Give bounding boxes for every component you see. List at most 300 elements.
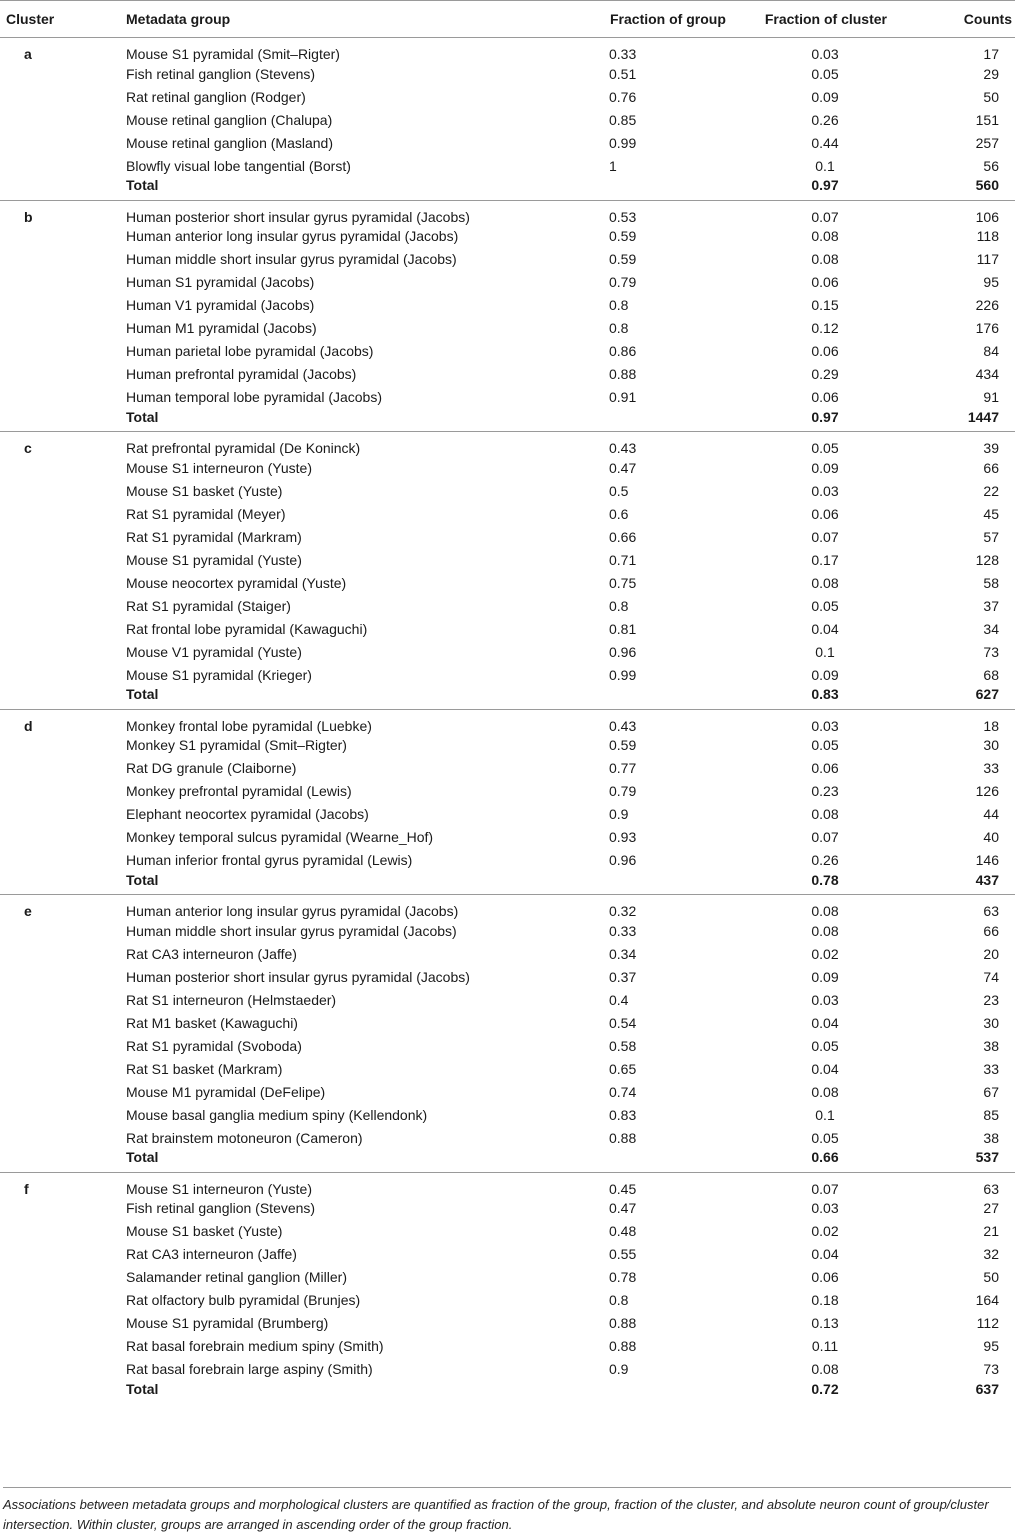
cluster-label xyxy=(0,965,115,988)
metadata-group-cell: Monkey frontal lobe pyramidal (Luebke) xyxy=(115,709,585,734)
counts-cell: 66 xyxy=(983,922,999,939)
total-fraction-of-group-empty xyxy=(585,1381,755,1404)
table-row xyxy=(0,271,1015,294)
counts-cell: 85 xyxy=(983,1106,999,1123)
fraction-of-cluster-cell: 0.29 xyxy=(811,366,839,382)
cluster-label xyxy=(0,988,115,1011)
cluster-label xyxy=(0,919,115,942)
total-row xyxy=(0,409,1015,432)
table-row xyxy=(0,594,1015,617)
counts-cell: 21 xyxy=(983,1223,999,1239)
counts-cell: 38 xyxy=(983,1129,999,1146)
table-row xyxy=(0,1080,1015,1103)
metadata-group-cell: Mouse retinal ganglion (Masland) xyxy=(126,134,333,151)
table-row xyxy=(0,363,1015,386)
metadata-group-cell: Rat CA3 interneuron (Jaffe) xyxy=(126,945,297,962)
fraction-of-group-cell: 0.85 xyxy=(609,111,637,128)
table-row xyxy=(0,1335,1015,1358)
total-fraction-of-group-empty xyxy=(585,872,755,895)
metadata-group-cell: Salamander retinal ganglion (Miller) xyxy=(126,1269,347,1285)
table-row xyxy=(0,1126,1015,1149)
fraction-of-group-cell: 0.33 xyxy=(609,46,637,62)
metadata-group-cell: Fish retinal ganglion (Stevens) xyxy=(126,1200,316,1216)
cluster-label xyxy=(0,734,115,757)
metadata-group-cell: Human prefrontal pyramidal (Jacobs) xyxy=(126,366,357,382)
cluster-label xyxy=(0,1080,115,1103)
counts-cell: 63 xyxy=(895,895,1015,920)
metadata-group-cell: Mouse basal ganglia medium spiny (Kellendonk) xyxy=(126,1106,428,1123)
fraction-of-cluster-cell: 0.07 xyxy=(755,200,895,225)
counts-cell: 226 xyxy=(975,297,999,313)
table-row xyxy=(0,919,1015,942)
fraction-of-group-cell: 0.4 xyxy=(609,991,629,1008)
metadata-group-cell: Human posterior short insular gyrus pyramidal (Jacobs) xyxy=(115,200,585,225)
fraction-of-group-cell: 0.79 xyxy=(609,783,637,799)
fraction-of-cluster-cell: 0.13 xyxy=(811,1315,839,1331)
table-row xyxy=(0,1220,1015,1243)
fraction-of-cluster-cell: 0.08 xyxy=(811,806,839,822)
table-row xyxy=(0,571,1015,594)
table-row xyxy=(0,108,1015,131)
fraction-of-cluster-cell: 0.06 xyxy=(811,760,839,776)
cluster-label xyxy=(0,154,115,177)
fraction-of-cluster-cell: 0.05 xyxy=(811,65,839,82)
metadata-group-cell: Human anterior long insular gyrus pyramidal (Jacobs) xyxy=(115,895,585,920)
fraction-of-cluster-cell: 0.02 xyxy=(811,1223,839,1239)
fraction-of-cluster-cell: 0.09 xyxy=(811,88,839,105)
metadata-group-cell: Human temporal lobe pyramidal (Jacobs) xyxy=(126,389,382,405)
fraction-of-cluster-cell: 0.06 xyxy=(811,505,839,522)
cluster-label xyxy=(0,363,115,386)
fraction-of-group-cell: 0.91 xyxy=(609,389,637,405)
metadata-group-cell: Rat S1 pyramidal (Meyer) xyxy=(126,505,286,522)
fraction-of-group-cell: 0.59 xyxy=(609,737,637,753)
fraction-of-group-cell: 0.45 xyxy=(585,1172,755,1197)
table-row xyxy=(0,617,1015,640)
total-row xyxy=(0,1149,1015,1172)
fraction-of-group-cell: 0.66 xyxy=(609,528,637,545)
fraction-of-cluster-cell: 0.04 xyxy=(811,1014,839,1031)
counts-cell: 434 xyxy=(975,366,999,382)
fraction-of-group-cell: 0.54 xyxy=(609,1014,637,1031)
metadata-group-cell: Mouse S1 basket (Yuste) xyxy=(126,482,283,499)
fraction-of-cluster-cell: 0.06 xyxy=(811,274,839,290)
metadata-group-cell: Monkey prefrontal pyramidal (Lewis) xyxy=(126,783,352,799)
fraction-of-group-cell: 0.8 xyxy=(609,297,629,313)
table-row xyxy=(0,663,1015,686)
metadata-group-cell: Rat S1 pyramidal (Staiger) xyxy=(126,597,291,614)
table-row xyxy=(0,803,1015,826)
fraction-of-group-cell: 0.34 xyxy=(609,945,637,962)
cluster-label xyxy=(0,663,115,686)
table-row xyxy=(0,640,1015,663)
table-row xyxy=(0,85,1015,108)
metadata-group-cell: Mouse S1 pyramidal (Krieger) xyxy=(126,666,312,683)
fraction-of-group-cell: 0.43 xyxy=(585,432,755,457)
fraction-of-group-cell: 0.77 xyxy=(609,760,637,776)
fraction-of-group-cell: 0.8 xyxy=(609,597,629,614)
metadata-group-cell: Human V1 pyramidal (Jacobs) xyxy=(126,297,315,313)
counts-cell: 34 xyxy=(983,620,999,637)
metadata-group-cell: Human inferior frontal gyrus pyramidal (Lewis) xyxy=(126,852,413,868)
cluster-label xyxy=(0,294,115,317)
fraction-of-cluster-cell: 0.09 xyxy=(811,968,839,985)
total-counts: 1447 xyxy=(967,408,999,425)
fraction-of-cluster-cell: 0.07 xyxy=(755,1172,895,1197)
table-row xyxy=(0,38,1015,63)
counts-cell: 18 xyxy=(895,709,1015,734)
table-row xyxy=(0,942,1015,965)
metadata-group-cell: Rat S1 interneuron (Helmstaeder) xyxy=(126,991,337,1008)
total-row xyxy=(0,1381,1015,1404)
cluster-label xyxy=(0,780,115,803)
fraction-of-group-cell: 0.58 xyxy=(609,1037,637,1054)
cluster-label: c xyxy=(0,432,115,457)
counts-cell: 151 xyxy=(975,111,999,128)
cluster-label xyxy=(0,1266,115,1289)
cluster-label xyxy=(0,1358,115,1381)
metadata-group-cell: Mouse retinal ganglion (Chalupa) xyxy=(126,111,333,128)
counts-cell: 84 xyxy=(983,343,999,359)
fraction-of-group-cell: 0.33 xyxy=(609,922,637,939)
counts-cell: 27 xyxy=(983,1200,999,1216)
counts-cell: 57 xyxy=(983,528,999,545)
cluster-label xyxy=(0,317,115,340)
fraction-of-group-cell: 0.32 xyxy=(585,895,755,920)
cluster-label xyxy=(0,456,115,479)
fraction-of-cluster-cell: 0.08 xyxy=(811,228,839,244)
fraction-of-cluster-cell: 0.05 xyxy=(811,597,839,614)
table-row xyxy=(0,709,1015,734)
table-row xyxy=(0,200,1015,225)
table-row xyxy=(0,1057,1015,1080)
fraction-of-cluster-cell: 0.03 xyxy=(811,991,839,1008)
metadata-group-cell: Rat retinal ganglion (Rodger) xyxy=(126,88,306,105)
counts-cell: 33 xyxy=(983,760,999,776)
total-fraction-of-cluster: 0.83 xyxy=(811,686,839,703)
counts-cell: 29 xyxy=(983,65,999,82)
cluster-label: f xyxy=(0,1172,115,1197)
fraction-of-group-cell: 0.76 xyxy=(609,88,637,105)
counts-cell: 95 xyxy=(983,274,999,290)
counts-cell: 23 xyxy=(983,991,999,1008)
fraction-of-cluster-cell: 0.03 xyxy=(811,1200,839,1216)
cluster-label xyxy=(0,594,115,617)
table-row xyxy=(0,1011,1015,1034)
fraction-of-cluster-cell: 0.11 xyxy=(811,1338,839,1354)
fraction-of-group-cell: 0.79 xyxy=(609,274,637,290)
table-row xyxy=(0,849,1015,872)
table-row xyxy=(0,248,1015,271)
metadata-group-cell: Rat DG granule (Claiborne) xyxy=(126,760,297,776)
metadata-group-cell: Rat M1 basket (Kawaguchi) xyxy=(126,1014,298,1031)
fraction-of-cluster-cell: 0.12 xyxy=(811,320,839,336)
fraction-of-group-cell: 0.51 xyxy=(609,65,637,82)
counts-cell: 38 xyxy=(983,1037,999,1054)
table-row xyxy=(0,965,1015,988)
cluster-label xyxy=(0,757,115,780)
table-row xyxy=(0,988,1015,1011)
table-row xyxy=(0,1289,1015,1312)
fraction-of-cluster-cell: 0.04 xyxy=(811,1246,839,1262)
total-fraction-of-cluster: 0.66 xyxy=(811,1149,839,1166)
counts-cell: 73 xyxy=(983,643,999,660)
cluster-label xyxy=(0,85,115,108)
fraction-of-group-cell: 0.81 xyxy=(609,620,637,637)
fraction-of-group-cell: 0.9 xyxy=(609,806,629,822)
table-body xyxy=(0,38,1015,1404)
metadata-group-cell: Human middle short insular gyrus pyramidal (Jacobs) xyxy=(126,922,457,939)
fraction-of-cluster-cell: 0.08 xyxy=(811,922,839,939)
fraction-of-group-cell: 0.8 xyxy=(609,320,629,336)
cluster-label xyxy=(0,1057,115,1080)
fraction-of-group-cell: 0.71 xyxy=(609,551,637,568)
table-row xyxy=(0,734,1015,757)
counts-cell: 117 xyxy=(976,251,999,267)
cluster-label xyxy=(0,826,115,849)
fraction-of-cluster-cell: 0.05 xyxy=(811,737,839,753)
metadata-group-cell: Mouse S1 pyramidal (Smit–Rigter) xyxy=(126,46,340,62)
fraction-of-cluster-cell: 0.05 xyxy=(811,1037,839,1054)
fraction-of-group-cell: 0.47 xyxy=(609,459,637,476)
metadata-group-cell: Human posterior short insular gyrus pyramidal (Jacobs) xyxy=(126,968,470,985)
table-row xyxy=(0,1034,1015,1057)
counts-cell: 22 xyxy=(983,482,999,499)
cluster-label xyxy=(0,225,115,248)
metadata-group-cell: Mouse S1 pyramidal (Yuste) xyxy=(126,551,302,568)
table-row xyxy=(0,1266,1015,1289)
total-fraction-of-group-empty xyxy=(585,1149,755,1172)
fraction-of-group-cell: 0.8 xyxy=(609,1292,629,1308)
cluster-label: b xyxy=(0,200,115,225)
fraction-of-cluster-cell: 0.05 xyxy=(811,1129,839,1146)
cluster-label: a xyxy=(24,46,32,62)
table-row xyxy=(0,317,1015,340)
table-row xyxy=(0,502,1015,525)
total-fraction-of-group-empty xyxy=(585,686,755,709)
metadata-group-cell: Rat prefrontal pyramidal (De Koninck) xyxy=(115,432,585,457)
total-fraction-of-cluster: 0.72 xyxy=(811,1381,839,1397)
table-row xyxy=(0,386,1015,409)
cluster-label xyxy=(0,849,115,872)
cluster-label xyxy=(0,548,115,571)
header-row xyxy=(0,1,1015,38)
counts-cell: 63 xyxy=(895,1172,1015,1197)
total-label: Total xyxy=(126,177,159,194)
total-fraction-of-cluster: 0.97 xyxy=(811,177,839,194)
fraction-of-cluster-cell: 0.17 xyxy=(811,551,839,568)
counts-cell: 39 xyxy=(895,432,1015,457)
table-header xyxy=(0,1,1015,38)
fraction-of-cluster-cell: 0.06 xyxy=(811,389,839,405)
cluster-label-empty xyxy=(0,1381,115,1404)
table-row xyxy=(0,1197,1015,1220)
fraction-of-group-cell: 0.83 xyxy=(609,1106,637,1123)
fraction-of-cluster-cell: 0.02 xyxy=(811,945,839,962)
total-label: Total xyxy=(126,686,159,703)
total-counts: 437 xyxy=(975,871,999,888)
counts-cell: 128 xyxy=(975,551,999,568)
header-fraction-of-cluster: Fraction of cluster xyxy=(755,1,895,38)
fraction-of-cluster-cell: 0.15 xyxy=(811,297,839,313)
cluster-label xyxy=(0,942,115,965)
total-row xyxy=(0,177,1015,200)
fraction-of-cluster-cell: 0.1 xyxy=(815,1106,835,1123)
counts-cell: 164 xyxy=(975,1292,999,1308)
metadata-group-cell: Monkey temporal sulcus pyramidal (Wearne_Hof) xyxy=(126,829,434,845)
fraction-of-cluster-cell: 0.07 xyxy=(811,528,839,545)
cluster-label xyxy=(0,1103,115,1126)
metadata-group-cell: Mouse S1 basket (Yuste) xyxy=(126,1223,283,1239)
table-row xyxy=(0,62,1015,85)
cluster-label: e xyxy=(0,895,115,920)
metadata-group-cell: Human anterior long insular gyrus pyramidal (Jacobs) xyxy=(126,228,459,244)
counts-cell: 44 xyxy=(983,806,999,822)
counts-cell: 146 xyxy=(975,852,999,868)
counts-cell: 106 xyxy=(895,200,1015,225)
table-row xyxy=(0,340,1015,363)
fraction-of-cluster-cell: 0.03 xyxy=(811,46,839,62)
table-row xyxy=(0,1103,1015,1126)
fraction-of-group-cell: 0.48 xyxy=(609,1223,637,1239)
fraction-of-group-cell: 0.55 xyxy=(609,1246,637,1262)
counts-cell: 176 xyxy=(975,320,999,336)
fraction-of-group-cell: 0.99 xyxy=(609,666,637,683)
fraction-of-group-cell: 0.59 xyxy=(609,251,637,267)
table-row xyxy=(0,432,1015,457)
fraction-of-cluster-cell: 0.44 xyxy=(811,134,839,151)
total-fraction-of-group-empty xyxy=(585,177,755,200)
metadata-group-cell: Rat basal forebrain medium spiny (Smith) xyxy=(126,1338,384,1354)
metadata-group-cell: Rat basal forebrain large aspiny (Smith) xyxy=(126,1361,373,1377)
fraction-of-group-cell: 0.47 xyxy=(609,1200,637,1216)
table-row xyxy=(0,294,1015,317)
total-label: Total xyxy=(126,1149,159,1166)
table-row xyxy=(0,1312,1015,1335)
fraction-of-cluster-cell: 0.07 xyxy=(811,829,839,845)
fraction-of-cluster-cell: 0.08 xyxy=(811,1083,839,1100)
counts-cell: 50 xyxy=(983,1269,999,1285)
metadata-group-cell: Mouse V1 pyramidal (Yuste) xyxy=(126,643,302,660)
counts-cell: 73 xyxy=(983,1361,999,1377)
table-footnote: Associations between metadata groups and morphological clusters are quantified as fraction of the group, fraction of the cluster, and absolute neuron count of group/cluster intersection. Within cluster, groups are arranged in ascending order of the group fraction. xyxy=(3,1487,1011,1535)
cluster-label xyxy=(0,1034,115,1057)
cluster-label xyxy=(0,479,115,502)
counts-cell: 118 xyxy=(976,228,999,244)
fraction-of-group-cell: 0.88 xyxy=(609,366,637,382)
fraction-of-group-cell: 0.93 xyxy=(609,829,637,845)
metadata-group-cell: Human S1 pyramidal (Jacobs) xyxy=(126,274,315,290)
fraction-of-group-cell: 0.88 xyxy=(609,1129,637,1146)
cluster-label xyxy=(0,571,115,594)
total-counts: 627 xyxy=(975,686,999,703)
metadata-group-cell: Rat S1 pyramidal (Markram) xyxy=(126,528,302,545)
counts-cell: 126 xyxy=(975,783,999,799)
fraction-of-group-cell: 0.75 xyxy=(609,574,637,591)
cluster-label xyxy=(0,1312,115,1335)
table-row xyxy=(0,780,1015,803)
cluster-label xyxy=(0,640,115,663)
counts-cell: 95 xyxy=(983,1338,999,1354)
counts-cell: 17 xyxy=(983,46,999,62)
fraction-of-cluster-cell: 0.08 xyxy=(811,251,839,267)
fraction-of-cluster-cell: 0.26 xyxy=(811,111,839,128)
cluster-label xyxy=(0,340,115,363)
metadata-group-cell: Elephant neocortex pyramidal (Jacobs) xyxy=(126,806,369,822)
table-row xyxy=(0,1358,1015,1381)
header-cluster: Cluster xyxy=(0,1,115,38)
counts-cell: 40 xyxy=(983,829,999,845)
metadata-group-cell: Rat frontal lobe pyramidal (Kawaguchi) xyxy=(126,620,368,637)
cluster-label xyxy=(0,502,115,525)
fraction-of-cluster-cell: 0.09 xyxy=(811,459,839,476)
cluster-label-empty xyxy=(0,409,115,432)
metadata-group-cell: Human parietal lobe pyramidal (Jacobs) xyxy=(126,343,374,359)
cluster-label-empty xyxy=(0,1149,115,1172)
metadata-group-cell: Rat S1 basket (Markram) xyxy=(126,1060,283,1077)
fraction-of-group-cell: 1 xyxy=(609,157,617,174)
fraction-of-cluster-cell: 0.08 xyxy=(811,1361,839,1377)
counts-cell: 66 xyxy=(983,459,999,476)
table-row xyxy=(0,826,1015,849)
fraction-of-group-cell: 0.43 xyxy=(585,709,755,734)
cluster-label xyxy=(0,386,115,409)
counts-cell: 20 xyxy=(983,945,999,962)
fraction-of-cluster-cell: 0.23 xyxy=(811,783,839,799)
table-row xyxy=(0,225,1015,248)
table-row xyxy=(0,1243,1015,1266)
metadata-group-cell: Fish retinal ganglion (Stevens) xyxy=(126,65,316,82)
counts-cell: 58 xyxy=(983,574,999,591)
total-label: Total xyxy=(126,1381,159,1397)
metadata-group-cell: Rat CA3 interneuron (Jaffe) xyxy=(126,1246,297,1262)
cluster-label xyxy=(0,617,115,640)
counts-cell: 56 xyxy=(983,157,999,174)
table-row xyxy=(0,895,1015,920)
fraction-of-group-cell: 0.9 xyxy=(609,1361,629,1377)
header-metadata-group: Metadata group xyxy=(115,1,585,38)
fraction-of-group-cell: 0.96 xyxy=(609,852,637,868)
cluster-label xyxy=(0,1126,115,1149)
fraction-of-cluster-cell: 0.1 xyxy=(815,157,835,174)
fraction-of-cluster-cell: 0.09 xyxy=(811,666,839,683)
total-label: Total xyxy=(126,871,159,888)
cluster-label xyxy=(0,271,115,294)
cluster-label xyxy=(0,1011,115,1034)
cluster-label xyxy=(0,803,115,826)
fraction-of-group-cell: 0.74 xyxy=(609,1083,637,1100)
total-counts: 637 xyxy=(975,1381,999,1397)
table-row xyxy=(0,154,1015,177)
counts-cell: 91 xyxy=(983,389,999,405)
metadata-group-cell: Human middle short insular gyrus pyramidal (Jacobs) xyxy=(126,251,457,267)
cluster-label-empty xyxy=(0,686,115,709)
table-row xyxy=(0,479,1015,502)
fraction-of-cluster-cell: 0.1 xyxy=(815,643,835,660)
fraction-of-group-cell: 0.99 xyxy=(609,134,637,151)
counts-cell: 50 xyxy=(983,88,999,105)
fraction-of-cluster-cell: 0.06 xyxy=(811,343,839,359)
fraction-of-cluster-cell: 0.06 xyxy=(811,1269,839,1285)
metadata-group-cell: Monkey S1 pyramidal (Smit–Rigter) xyxy=(126,737,347,753)
counts-cell: 32 xyxy=(983,1246,999,1262)
counts-cell: 257 xyxy=(975,134,999,151)
cluster-label xyxy=(0,1220,115,1243)
cluster-label-empty xyxy=(0,177,115,200)
fraction-of-group-cell: 0.96 xyxy=(609,643,637,660)
cluster-label xyxy=(0,62,115,85)
cluster-label xyxy=(0,248,115,271)
